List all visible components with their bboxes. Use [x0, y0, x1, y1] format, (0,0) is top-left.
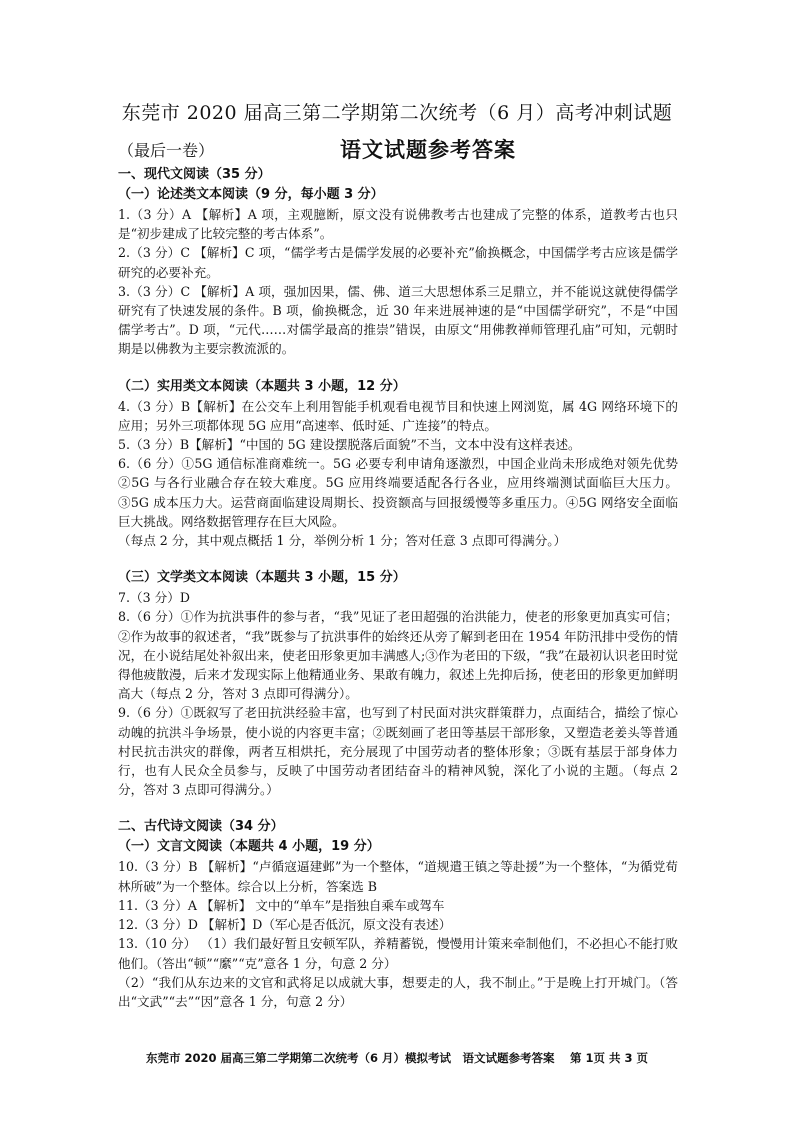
page-footer: 东莞市 2020 届高三第二学期第二次统考（6 月）模拟考试 语文试题参考答案 第 1页 共 3 页 [145, 1051, 649, 1065]
answer-item-11: 11.（3 分）A 【解析】 文中的“单车”是指独自乘车或驾车 [118, 897, 445, 913]
answer-item-10: 10.（3 分）B 【解析】“卢循寇逼建邺”为一个整体，“道规遣王镇之等赴援”为一个整体，“为循党荀林所破”为一个整体。综合以上分析，答案选 B [118, 859, 678, 894]
answer-item-5: 5.（3 分）B【解析】“中国的 5G 建设摆脱落后面貌”不当，文本中没有这样表述。 [118, 437, 581, 453]
answer-item-9: 9.（6 分）①既叙写了老田抗洪经验丰富，也写到了村民面对洪灾群策群力，点面结合，描绘了惊心动魄的抗洪斗争场景，使小说的内容更丰富；②既刻画了老田等基层干部形象，又塑造老姜头等普通村民抗击洪灾的群像，两者互相烘托，充分展现了中国劳动者的整体形象；③既有基层于部身体力行，也有人民众全员参与，反映了中国劳动者团结奋斗的精神风貌，深化了小说的主题。（每点 2 分，答对 3 点即可得满分。） [118, 705, 678, 798]
answer-item-2: 2.（3 分）C 【解析】C 项，“儒学考古是儒学发展的必要补充”偷换概念，中国儒学考古应该是儒学研究的必要补充。 [118, 245, 678, 280]
answer-item-1: 1.（3 分）A 【解析】A 项，主观臆断，原文没有说佛教考古也建成了完整的体系，道教考古也只是“初步建成了比较完整的考古体系”。 [118, 207, 678, 242]
answer-item-4: 4.（3 分）B【解析】在公交车上利用智能手机观看电视节目和快速上网浏览，属 4G 网络环境下的应用；另外三项都体现 5G 应用“高速率、低时延、广连接”的特点。 [118, 398, 678, 433]
subtitle-last-volume: （最后一卷） [118, 141, 215, 160]
document-body [118, 165, 678, 1011]
answer-item-13-1: 13.（10 分） （1）我们最好暂且安顿军队，养精蓄锐，慢慢用计策来牵制他们，不必担心不能打败他们。（答出“顿”“縻”“克”意各 1 分，句意 2 分） [118, 936, 678, 971]
answer-item-7: 7.（3 分）D [118, 590, 190, 606]
answer-item-6: 6.（6 分）①5G 通信标准商难统一。5G 必要专利申请角逐激烈，中国企业尚未形成绝对领先优势 ②5G 与各行业融合存在较大难度。5G 应用终端要适配各行各业，应用终端测试面临巨大压力。③5G 成本压力大。运营商面临建设周期长、投资额高与回报缓慢等多重压力。④5G 网络安全面临巨大挑战。网络数据管理存在巨大风险。 [118, 456, 678, 529]
section-heading-classical: 二、古代诗文阅读（34 分） [118, 819, 284, 835]
answer-item-13-2: （2）“我们从东边来的文官和武将足以成就大事，想要走的人，我不制止。”于是晚上打开城门。（答出“文武”“去”“因”意各 1 分，句意 2 分） [118, 974, 678, 1009]
part-heading-argumentative: （一）论述类文本阅读（9 分，每小题 3 分） [118, 187, 384, 202]
subtitle-line [118, 136, 678, 166]
subtitle-answer-key: 语文试题参考答案 [340, 138, 516, 162]
document-title: 东莞市 2020 届高三第二学期第二次统考（6 月）高考冲刺试题 [121, 102, 673, 124]
answer-item-8: 8.（6 分）①作为抗洪事件的参与者，“我”见证了老田超强的治洪能力，使老的形象更加真实可信；②作为故事的叙述者，“我”既参与了抗洪事件的始终还从旁了解到老田在 1954 年防汛排中受伤的情况，在小说结尾处补叙出来，使老田形象更加丰满感人;③作为老田的下级，“我”在最初认识老田时觉得他疲散漫，后来才发现实际上他精通业务、果敢有魄力，叙述上先抑后扬，使老田的形象更加鲜明高大（每点 2 分，答对 3 点即可得满分）。 [118, 609, 678, 702]
answer-item-12: 12.（3 分）D 【解析】D（军心是否低沉，原文没有表述） [118, 917, 452, 933]
part-heading-practical: （二）实用类文本阅读（本题共 3 小题，12 分） [118, 378, 406, 394]
section-heading-modern-reading: 一、现代文阅读（35 分） [118, 167, 271, 182]
part-heading-literary: （三）文学类文本阅读（本题共 3 小题，15 分） [118, 570, 406, 586]
part-heading-classical-prose: （一）文言文阅读（本题共 4 小题，19 分） [118, 839, 380, 855]
answer-item-3: 3.（3 分）C 【解析】A 项，强加因果，儒、佛、道三大思想体系三足鼎立，并不能说这就使得儒学研究有了快速发展的条件。B 项，偷换概念，近 30 年来进展神速的是“中国儒学研究”，不是“中国儒学考古”。D 项，“元代……对儒学最高的推崇”错误，由原文“用佛教禅师管理孔庙”可知，元朝时期是以佛教为主要宗教流派的。 [118, 283, 678, 357]
scoring-note-6: （每点 2 分，其中观点概括 1 分，举例分析 1 分；答对任意 3 点即可得满分。） [118, 533, 567, 549]
